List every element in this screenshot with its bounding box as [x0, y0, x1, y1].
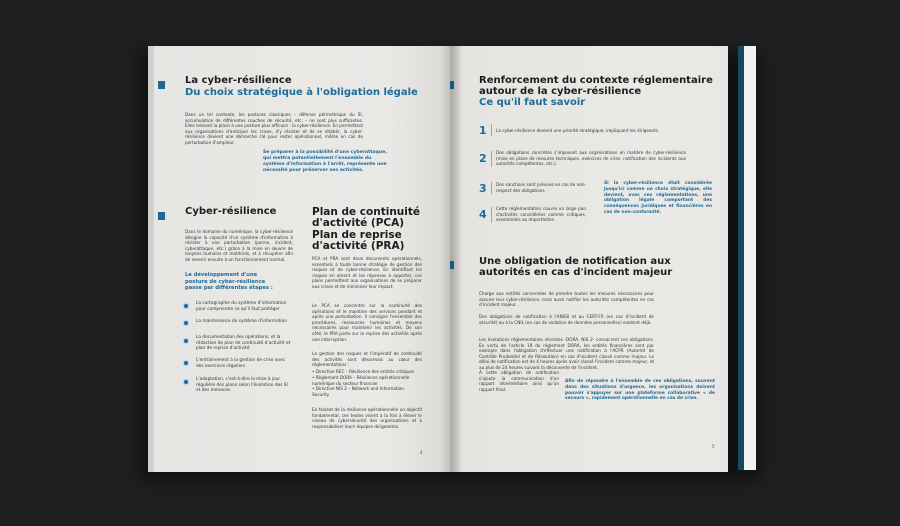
- cover-edge: [744, 46, 756, 470]
- bullet-icon: [184, 361, 188, 365]
- list-item: L'entraînement à la gestion de crise avec des exercices réguliers: [196, 358, 286, 369]
- section-title: Cyber-résilience: [185, 206, 277, 217]
- bullet-icon: [184, 321, 188, 325]
- pra-title: Plan de reprise d'activité (PRA): [312, 229, 405, 253]
- page-edge: [148, 46, 154, 472]
- list-item: La cyber-résilience devient une priorité stratégique, impliquant les dirigeants.: [496, 128, 660, 133]
- section-title: La cyber-résilience: [185, 75, 292, 86]
- book-spine: [440, 46, 462, 472]
- pca-pra-paragraph: PCA et PRA sont deux documents opérationnels, essentiels à toute bonne stratégie de gestion des risques et de cyber-résilience. En identifiant les risques en amont et les réponses à apporter, ces plans permettent aux organisations de se préparer aux crises et de minimiser leur impact.: [312, 256, 422, 289]
- section-title: Renforcement du contexte réglementaire autour de la cyber-résilience: [479, 75, 713, 97]
- definition-paragraph: Dans le domaine du numérique, la cyber-résilience désigne la capacité d'un système d'information à résister à une perturbation (panne, incident, cyberattaque, etc.) grâce à la mise en œuvre de moyens humains et matériels, et à récupérer afin de revenir ensuite à un fonctionnement normal.: [185, 229, 293, 262]
- regulation-item: • Directive REC – Résilience des entités critiques: [312, 369, 415, 374]
- pull-quote: Si la cyber-résilience était considérée jusqu'ici comme un choix stratégique, elle devient, avec ces réglementations, une obligation légale comportant des conséquences juridiques et financières en cas de non-conformité.: [604, 181, 712, 215]
- steps-heading: Le développement d'une posture de cyber-résilience passe par différentes étapes :: [185, 272, 273, 292]
- steps-list: [182, 300, 292, 450]
- divider: [491, 124, 492, 136]
- item-number: 1: [479, 124, 487, 137]
- conclusion-paragraph: En faisant de la résilience opérationnelle un objectif fondamental, ces textes visent à la fois à élever le niveau de cybersécurité des organisations et à responsabiliser leurs équipes dirigeantes.: [312, 407, 422, 429]
- list-item: Des sanctions sont prévues en cas de non-respect des obligations.: [496, 182, 586, 193]
- item-number: 4: [479, 208, 487, 221]
- left-page: [148, 46, 450, 472]
- bullet-icon: [184, 380, 188, 384]
- divider: [491, 151, 492, 167]
- bullet-icon: [184, 339, 188, 343]
- list-item: La cartographie du système d'information pour comprendre ce qu'il faut protéger: [196, 301, 287, 312]
- right-page: [450, 46, 728, 472]
- section-title: Une obligation de notification aux autorités en cas d'incident majeur: [479, 256, 673, 278]
- list-item: La documentation des opérations, et la rédaction de plan de continuité d'activité et plan de reprise d'activité: [196, 335, 291, 352]
- section-subtitle: Ce qu'il faut savoir: [479, 97, 586, 108]
- pull-quote: Se préparer à la possibilité d'une cyberattaque, qui mettra potentiellement l'ensemble du système d'information à l'arrêt, représente une nécessité pour préserver ses activités.: [263, 150, 388, 173]
- section-marker-icon: [158, 212, 165, 220]
- paragraph: À cette obligation de notification s'ajoute la communication d'un rapport intermédiaire ainsi qu'un rapport final.: [479, 370, 559, 392]
- pull-quote: Afin de répondre à l'ensemble de ces obligations, souvent dans des situations d'urgence, les organisations doivent pouvoir s'appuyer sur une plateforme collaborative « de secours », rapidement opérationnelle en cas de crise.: [565, 379, 715, 402]
- list-item: La maintenance du système d'information: [196, 319, 287, 324]
- item-number: 2: [479, 152, 487, 165]
- intro-paragraph: Dans un tel contexte, les postures classiques – défense périmétrique du SI, accumulation de différentes couches de sécurité, etc. – ne sont plus suffisantes. Elles laissent la place à une posture plus efficace : la cyber-résilience. En permettant aux organisations d'anticiper les crises, d'y résister et de se rétablir, la cyber-résilience devient une démarche clé pour rester opérationnel, même en cas de perturbation d'ampleur.: [185, 112, 363, 145]
- list-item: L'adaptation, c'est-à-dire la mise à jour régulière des plans selon l'évolution des SI et des menaces.: [196, 377, 288, 394]
- bullet-icon: [184, 304, 188, 308]
- divider: [491, 207, 492, 223]
- paragraph: Des obligations de notification à l'ANSSI et au CERT-FR (en cas d'incident de sécurité) ou à la CNIL (en cas de violation de données personnelles) existent déjà.: [479, 314, 654, 325]
- pca-title: Plan de continuité d'activité (PCA): [312, 206, 421, 230]
- item-number: 3: [479, 182, 487, 195]
- regulation-item: • Directive NIS 2 – Network and Information Security: [312, 386, 404, 397]
- page-number: 5: [712, 444, 715, 449]
- page-number: 4: [420, 450, 423, 455]
- list-item: Des obligations concrètes s'imposent aux organisations en matière de cyber-résilience (mise en place de mesures techniques, exercices de crise, notification des incidents aux autorités compétentes, etc.).: [496, 150, 686, 167]
- regulations-intro: La gestion des risques et l'impératif de continuité des activités sont désormais au cœur des réglementations :: [312, 351, 422, 368]
- paragraph: Les évolutions réglementaires récentes -DORA, NIS 2- consacrent ces obligations. En vertu de l'article 19 du règlement DORA, les entités financières sont par exemple dans l'obligation d'effectuer une notification à l'ACPR (Autorité de Contrôle Prudentiel et de Résolution) en cas d'incident classé comme majeur. Le délai de notification est de 4 heures après avoir classé l'incident comme majeur, et au plus de 24 heures suivant la découverte de l'incident.: [479, 337, 654, 370]
- pca-paragraph: Le PCA se concentre sur la continuité des opérations et le maintien des services pendant et après une perturbation. Il consigne l'ensemble des procédures, ressources humaines et moyens nécessaires pour maintenir les activités. De son côté, le PRA porte sur la reprise des activités après une interruption.: [312, 303, 422, 342]
- section-marker-icon: [158, 81, 165, 89]
- paragraph: Charge aux entités concernées de prendre toutes les mesures nécessaires pour assurer leur cyber-résilience, mais aussi notifier les autorités compétentes en cas d'incident majeur.: [479, 291, 654, 308]
- list-item: Cette réglementation couvre un large pan d'activités considérées comme critiques, essentielles ou importantes.: [496, 206, 586, 223]
- section-subtitle: Du choix stratégique à l'obligation légale: [185, 87, 418, 98]
- regulation-item: • Règlement DORA – Résilience opérationnelle numérique du secteur financier: [312, 375, 410, 386]
- divider: [491, 182, 492, 194]
